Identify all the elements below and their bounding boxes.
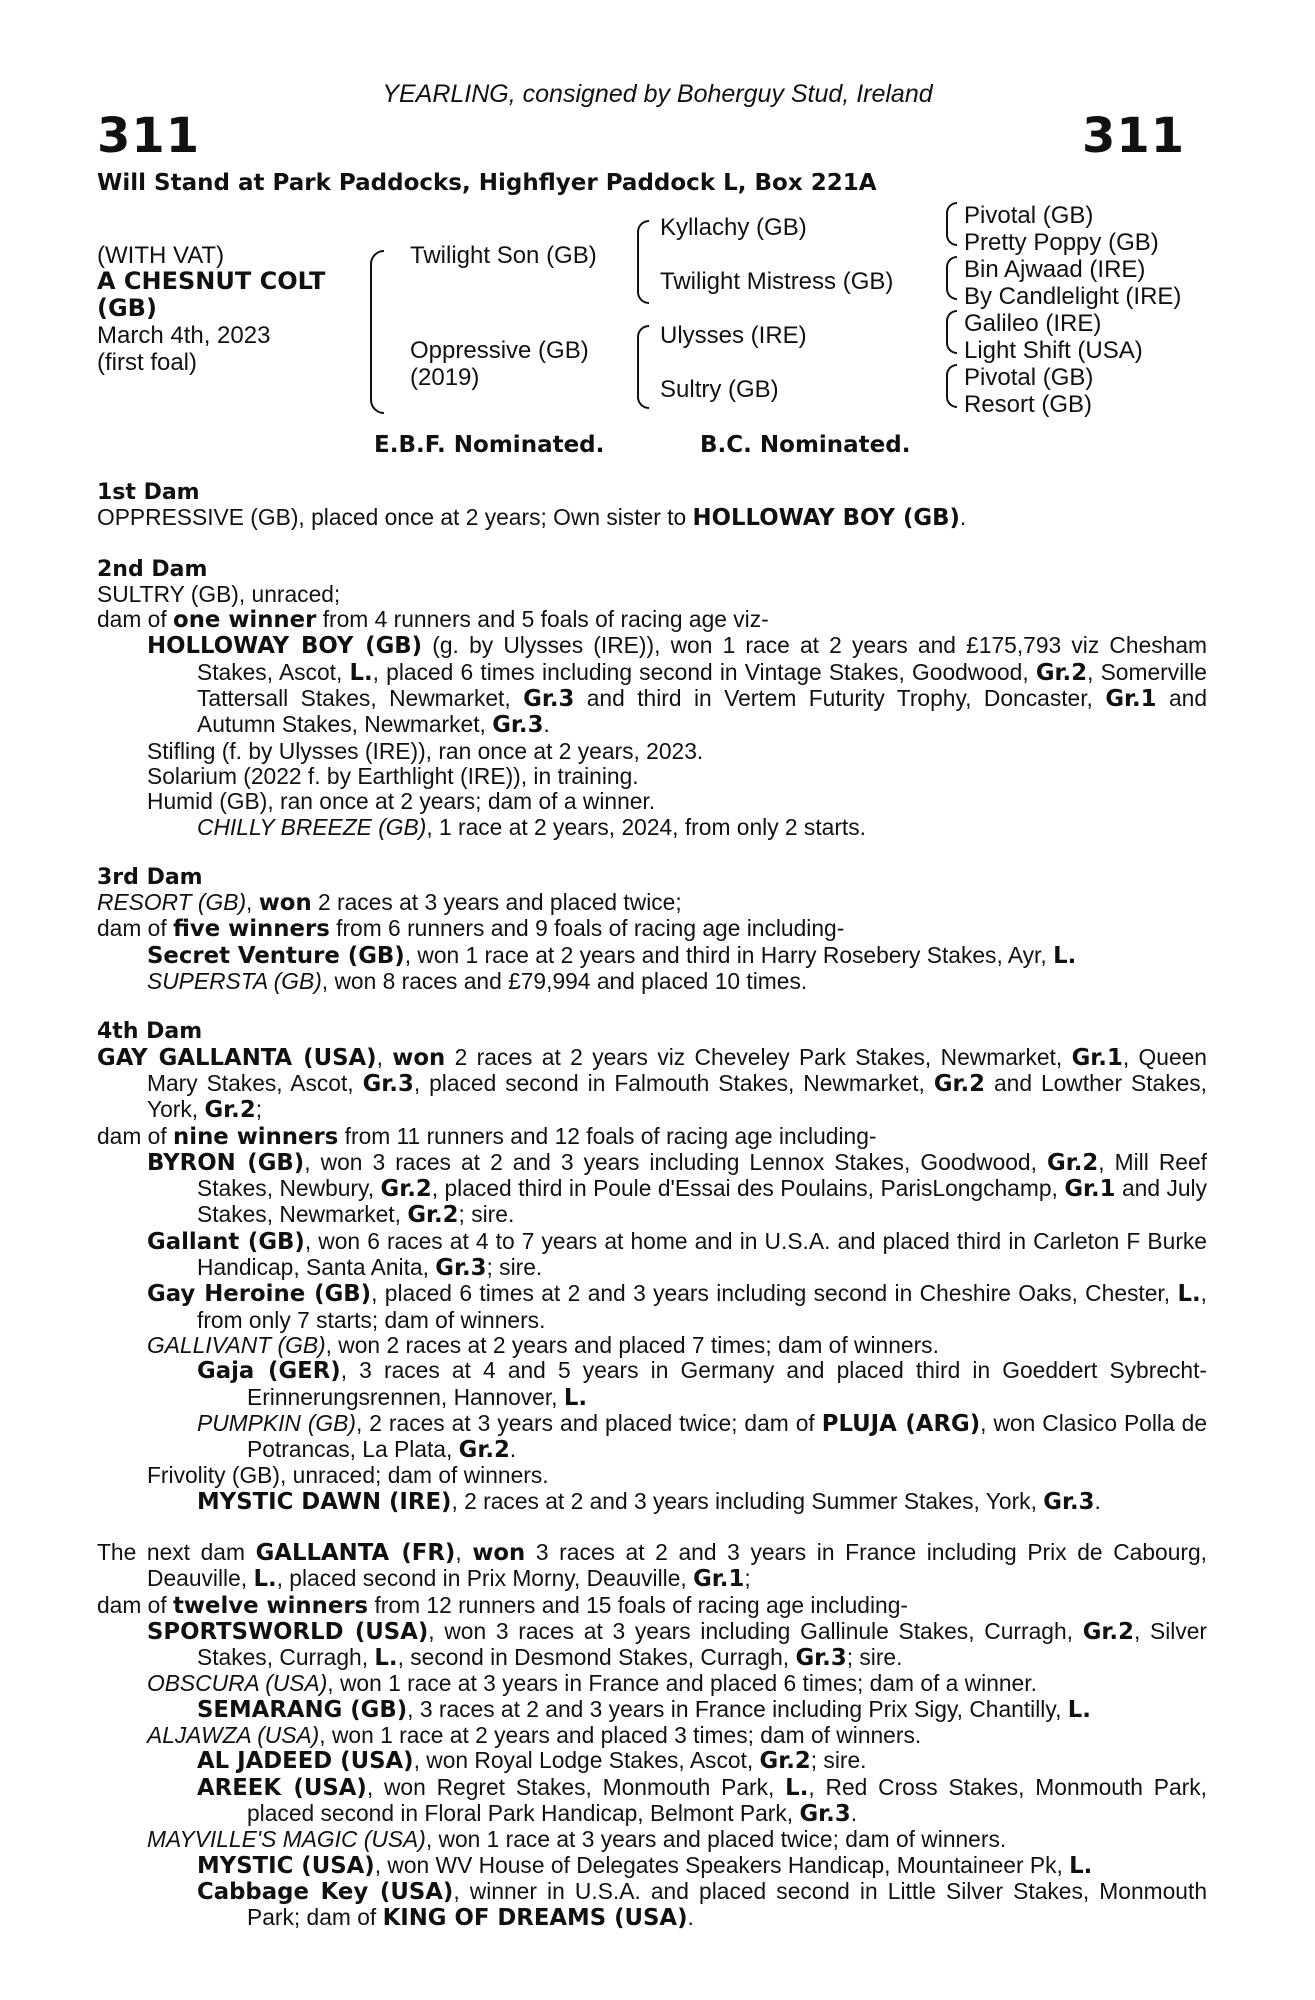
ebf-nomination: E.B.F. Nominated. [374, 432, 605, 458]
gaja-entry: Gaja (GER), 3 races at 4 and 5 years in Germany and placed third in Goeddert Sybrecht-Erinnerungsrennen, Hannover, L. [197, 1357, 1207, 1411]
gallanta-entry: The next dam GALLANTA (FR), won 3 races at 2 and 3 years in France including Prix de Cabourg, Deauville, L., placed second in Prix Morny, Deauville, Gr.1; [97, 1538, 1207, 1593]
foaling-date: March 4th, 2023 [97, 322, 271, 349]
humid-entry: Humid (GB), ran once at 2 years; dam of a winner. [147, 788, 656, 815]
sire: Twilight Son (GB) [410, 242, 597, 269]
cabbage-key-entry: Cabbage Key (USA), winner in U.S.A. and placed second in Little Silver Stakes, Monmouth Park; dam of KING OF DREAMS (USA). [197, 1877, 1207, 1932]
brace-g3-1 [946, 202, 957, 246]
gen3-1: Pivotal (GB) [964, 202, 1094, 229]
obscura-entry: OBSCURA (USA), won 1 race at 3 years in France and placed 6 times; dam of a winner. [147, 1670, 1037, 1697]
holloway-boy-entry: HOLLOWAY BOY (GB) (g. by Ulysses (IRE)), won 1 race at 2 years and £175,793 viz Chesham Stakes, Ascot, L., placed 6 times including second in Vintage Stakes, Goodwood, Gr.2, Somerville Tattersall Stakes, Newmarket, Gr.3 and third in Vertem Futurity Trophy, Doncaster, Gr.1 and Autumn Stakes, Newmarket, Gr.3. [147, 632, 1208, 739]
dam-year: (2019) [410, 364, 480, 391]
gay-gallanta-entry: GAY GALLANTA (USA), won 2 races at 2 years viz Cheveley Park Stakes, Newmarket, Gr.1, Queen Mary Stakes, Ascot, Gr.3, placed second in Falmouth Stakes, Newmarket, Gr.2 and Lowther Stakes, York, Gr.2; [97, 1043, 1208, 1124]
lot-number-right: 311 [1082, 108, 1186, 164]
gen2-sire-sire: Kyllachy (GB) [660, 214, 807, 241]
dam: Oppressive (GB) [410, 337, 589, 364]
third-dam-produce: dam of five winners from 6 runners and 9 foals of racing age including- [97, 915, 845, 943]
pumpkin-entry: PUMPKIN (GB), 2 races at 3 years and placed twice; dam of PLUJA (ARG), won Clasico Polla de Potrancas, La Plata, Gr.2. [197, 1409, 1207, 1464]
brace-g3-4 [946, 364, 957, 408]
horse-country: (GB) [97, 294, 157, 322]
first-dam-heading: 1st Dam [97, 480, 200, 505]
fourth-dam-heading: 4th Dam [97, 1019, 203, 1045]
first-dam-text: OPPRESSIVE (GB), placed once at 2 years; Own sister to HOLLOWAY BOY (GB). [97, 504, 967, 532]
gen3-4: By Candlelight (IRE) [964, 283, 1182, 310]
gen2-sire-dam: Twilight Mistress (GB) [660, 268, 894, 295]
frivolity-entry: Frivolity (GB), unraced; dam of winners. [147, 1462, 549, 1489]
mystic-dawn-entry: MYSTIC DAWN (IRE), 2 races at 2 and 3 years including Summer Stakes, York, Gr.3. [197, 1487, 1101, 1515]
gen2-dam-sire: Ulysses (IRE) [660, 322, 807, 349]
brace-parents [370, 250, 384, 414]
gen3-3: Bin Ajwaad (IRE) [964, 256, 1146, 283]
next-dam-produce: dam of twelve winners from 12 runners and 15 foals of racing age including- [97, 1591, 908, 1619]
second-dam-line: SULTRY (GB), unraced; [97, 580, 341, 607]
al-jadeed-entry: AL JADEED (USA), won Royal Lodge Stakes, Ascot, Gr.2; sire. [197, 1747, 867, 1775]
solarium-entry: Solarium (2022 f. by Earthlight (IRE)), in training. [147, 762, 639, 789]
gen3-6: Light Shift (USA) [964, 337, 1143, 364]
bc-nomination: B.C. Nominated. [700, 432, 911, 458]
gen3-5: Galileo (IRE) [964, 310, 1102, 337]
brace-g3-2 [946, 256, 957, 300]
secret-venture-entry: Secret Venture (GB), won 1 race at 2 years and third in Harry Rosebery Stakes, Ayr, L. [147, 941, 1077, 969]
resort-entry: RESORT (GB), won 2 races at 3 years and placed twice; [97, 889, 682, 917]
stifling-entry: Stifling (f. by Ulysses (IRE)), ran once at 2 years, 2023. [147, 737, 704, 764]
sportsworld-entry: SPORTSWORLD (USA), won 3 races at 3 years including Gallinule Stakes, Curragh, Gr.2, Silver Stakes, Curragh, L., second in Desmond Stakes, Curragh, Gr.3; sire. [147, 1617, 1208, 1672]
brace-dam-side [637, 325, 649, 409]
consignment-subtitle: YEARLING, consigned by Boherguy Stud, Ireland [382, 80, 933, 108]
mayvilles-magic-entry: MAYVILLE'S MAGIC (USA), won 1 race at 3 years and placed twice; dam of winners. [147, 1826, 1007, 1853]
gen3-8: Resort (GB) [964, 391, 1093, 418]
gay-heroine-entry: Gay Heroine (GB), placed 6 times at 2 and 3 years including second in Cheshire Oaks, Chester, L., from only 7 starts; dam of winners. [147, 1280, 1207, 1333]
gen2-dam-dam: Sultry (GB) [660, 376, 779, 403]
gen3-7: Pivotal (GB) [964, 364, 1094, 391]
vat-note: (WITH VAT) [97, 242, 225, 269]
stand-location: Will Stand at Park Paddocks, Highflyer Paddock L, Box 221A [97, 170, 877, 196]
brace-g3-3 [946, 310, 957, 354]
lot-number-left: 311 [97, 108, 201, 164]
supersta-entry: SUPERSTA (GB), won 8 races and £79,994 and placed 10 times. [147, 968, 808, 995]
byron-entry: BYRON (GB), won 3 races at 2 and 3 years including Lennox Stakes, Goodwood, Gr.2, Mill Reef Stakes, Newbury, Gr.2, placed third in Poule d'Essai des Poulains, ParisLongchamp, Gr.1 and July Stakes, Newmarket, Gr.2; sire. [147, 1148, 1208, 1229]
second-dam-produce: dam of one winner from 4 runners and 5 foals of racing age viz- [97, 606, 769, 634]
gen3-2: Pretty Poppy (GB) [964, 229, 1159, 256]
chilly-breeze-entry: CHILLY BREEZE (GB), 1 race at 2 years, 2024, from only 2 starts. [197, 813, 867, 840]
produce-record [97, 480, 1207, 1931]
third-dam-heading: 3rd Dam [97, 864, 203, 890]
horse-name: A CHESNUT COLT [97, 267, 326, 295]
fourth-dam-produce: dam of nine winners from 11 runners and 12 foals of racing age including- [97, 1122, 877, 1150]
brace-sire-side [637, 220, 649, 304]
mystic-entry: MYSTIC (USA), won WV House of Delegates Speakers Handicap, Mountaineer Pk, L. [197, 1851, 1093, 1879]
semarang-entry: SEMARANG (GB), 3 races at 2 and 3 years in France including Prix Sigy, Chantilly, L. [197, 1695, 1091, 1723]
areek-entry: AREEK (USA), won Regret Stakes, Monmouth Park, L., Red Cross Stakes, Monmouth Park, placed second in Floral Park Handicap, Belmont Park, Gr.3. [197, 1773, 1207, 1827]
second-dam-heading: 2nd Dam [97, 556, 208, 582]
first-foal-note: (first foal) [97, 349, 198, 376]
gallivant-entry: GALLIVANT (GB), won 2 races at 2 years and placed 7 times; dam of winners. [147, 1331, 939, 1358]
gallant-entry: Gallant (GB), won 6 races at 4 to 7 years at home and in U.S.A. and placed third in Carleton F Burke Handicap, Santa Anita, Gr.3; sire. [147, 1227, 1207, 1282]
aljawza-entry: ALJAWZA (USA), won 1 race at 2 years and placed 3 times; dam of winners. [147, 1722, 922, 1749]
